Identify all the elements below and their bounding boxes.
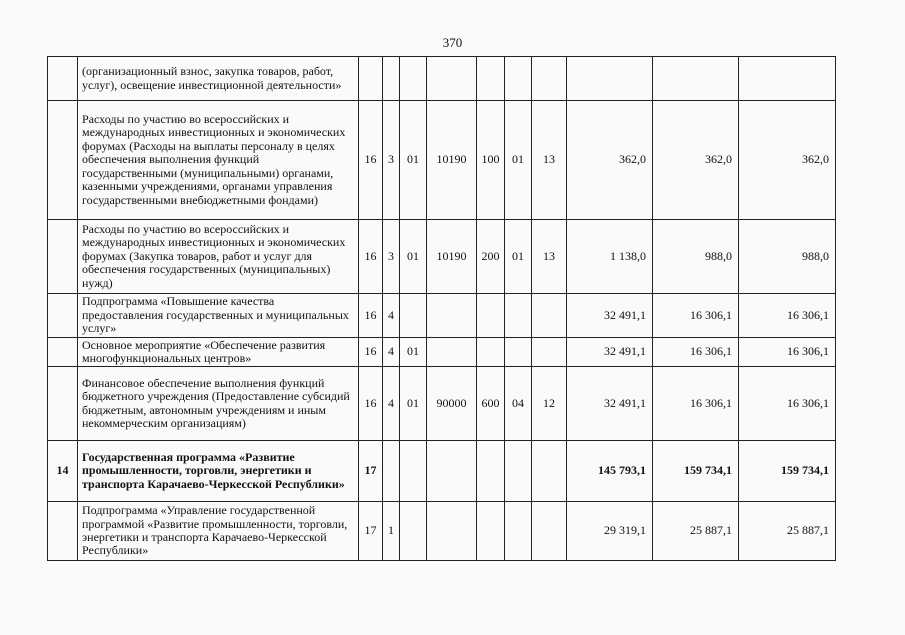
amount-cell: 25 887,1 (653, 502, 739, 561)
code-cell: 17 (359, 441, 383, 502)
code-cell: 16 (359, 338, 383, 367)
code-cell: 1 (383, 502, 400, 561)
code-cell: 01 (400, 367, 427, 441)
description-cell: Подпрограмма «Управление государственной программой «Развитие промышленности, торговли, энергетики и транспорта Карачаево-Черкесской Республики» (78, 502, 359, 561)
code-cell: 10190 (427, 101, 477, 220)
code-cell: 10190 (427, 220, 477, 294)
code-cell: 01 (400, 338, 427, 367)
code-cell: 100 (477, 101, 505, 220)
code-cell (505, 57, 532, 101)
code-cell: 12 (532, 367, 567, 441)
code-cell: 16 (359, 367, 383, 441)
amount-cell (567, 57, 653, 101)
amount-cell: 159 734,1 (653, 441, 739, 502)
amount-cell: 16 306,1 (653, 338, 739, 367)
description-cell: (организационный взнос, закупка товаров, работ, услуг), освещение инвестиционной деятельности» (78, 57, 359, 101)
code-cell (477, 338, 505, 367)
code-cell: 200 (477, 220, 505, 294)
description-cell: Расходы по участию во всероссийских и международных инвестиционных и экономических форумах (Закупка товаров, работ и услуг для обеспечения государственных (муниципальных) нужд) (78, 220, 359, 294)
table-row (48, 57, 836, 101)
code-cell: 16 (359, 294, 383, 338)
code-cell: 01 (400, 101, 427, 220)
code-cell: 01 (400, 220, 427, 294)
amount-cell: 16 306,1 (653, 294, 739, 338)
code-cell: 4 (383, 367, 400, 441)
amount-cell (739, 57, 836, 101)
amount-cell: 362,0 (653, 101, 739, 220)
code-cell: 13 (532, 220, 567, 294)
code-cell (383, 441, 400, 502)
description-cell: Основное мероприятие «Обеспечение развития многофункциональных центров» (78, 338, 359, 367)
amount-cell: 32 491,1 (567, 294, 653, 338)
amount-cell: 145 793,1 (567, 441, 653, 502)
code-cell: 3 (383, 220, 400, 294)
code-cell (427, 441, 477, 502)
code-cell (400, 57, 427, 101)
code-cell (477, 502, 505, 561)
amount-cell: 16 306,1 (653, 367, 739, 441)
amount-cell: 16 306,1 (739, 338, 836, 367)
description-cell: Государственная программа «Развитие промышленности, торговли, энергетики и транспорта Карачаево-Черкесской Республики» (78, 441, 359, 502)
code-cell (383, 57, 400, 101)
page-number: 370 (442, 35, 463, 50)
row-number-cell (48, 220, 78, 294)
code-cell: 3 (383, 101, 400, 220)
amount-cell: 988,0 (653, 220, 739, 294)
amount-cell: 988,0 (739, 220, 836, 294)
row-number-cell (48, 57, 78, 101)
code-cell (400, 294, 427, 338)
code-cell (427, 294, 477, 338)
code-cell: 4 (383, 294, 400, 338)
amount-cell: 25 887,1 (739, 502, 836, 561)
code-cell (505, 441, 532, 502)
amount-cell: 362,0 (567, 101, 653, 220)
code-cell: 04 (505, 367, 532, 441)
code-cell: 01 (505, 220, 532, 294)
row-number-cell (48, 502, 78, 561)
table-row (48, 502, 836, 561)
amount-cell: 16 306,1 (739, 367, 836, 441)
code-cell (505, 338, 532, 367)
row-number-cell (48, 294, 78, 338)
row-number-cell: 14 (48, 441, 78, 502)
row-number-cell (48, 101, 78, 220)
amount-cell: 29 319,1 (567, 502, 653, 561)
code-cell (400, 502, 427, 561)
code-cell: 13 (532, 101, 567, 220)
code-cell: 17 (359, 502, 383, 561)
amount-cell: 16 306,1 (739, 294, 836, 338)
row-number-cell (48, 367, 78, 441)
table-row (48, 101, 836, 220)
code-cell (427, 338, 477, 367)
code-cell (477, 294, 505, 338)
code-cell (477, 441, 505, 502)
code-cell: 16 (359, 101, 383, 220)
code-cell: 16 (359, 220, 383, 294)
code-cell (359, 57, 383, 101)
code-cell (400, 441, 427, 502)
description-cell: Расходы по участию во всероссийских и международных инвестиционных и экономических форумах (Расходы на выплаты персоналу в целях обеспечения выполнения функций государственными (муниципальными) органами, казенными учреждениями, органами управления государственными внебюджетными фондами) (78, 101, 359, 220)
table-row (48, 338, 836, 367)
code-cell: 4 (383, 338, 400, 367)
code-cell (427, 502, 477, 561)
row-number-cell (48, 338, 78, 367)
code-cell: 600 (477, 367, 505, 441)
code-cell (505, 502, 532, 561)
amount-cell (653, 57, 739, 101)
amount-cell: 159 734,1 (739, 441, 836, 502)
code-cell (532, 338, 567, 367)
description-cell: Подпрограмма «Повышение качества предоставления государственных и муниципальных услуг» (78, 294, 359, 338)
amount-cell: 32 491,1 (567, 367, 653, 441)
table-row (48, 441, 836, 502)
code-cell: 90000 (427, 367, 477, 441)
description-cell: Финансовое обеспечение выполнения функций бюджетного учреждения (Предоставление субсидий бюджетным, автономным учреждениям и иным некоммерческим организациям) (78, 367, 359, 441)
code-cell: 01 (505, 101, 532, 220)
code-cell (532, 502, 567, 561)
code-cell (532, 441, 567, 502)
amount-cell: 362,0 (739, 101, 836, 220)
code-cell (532, 294, 567, 338)
amount-cell: 1 138,0 (567, 220, 653, 294)
table-row (48, 294, 836, 338)
code-cell (477, 57, 505, 101)
table-row (48, 367, 836, 441)
code-cell (427, 57, 477, 101)
table-row (48, 220, 836, 294)
code-cell (532, 57, 567, 101)
budget-table (47, 56, 836, 561)
code-cell (505, 294, 532, 338)
amount-cell: 32 491,1 (567, 338, 653, 367)
